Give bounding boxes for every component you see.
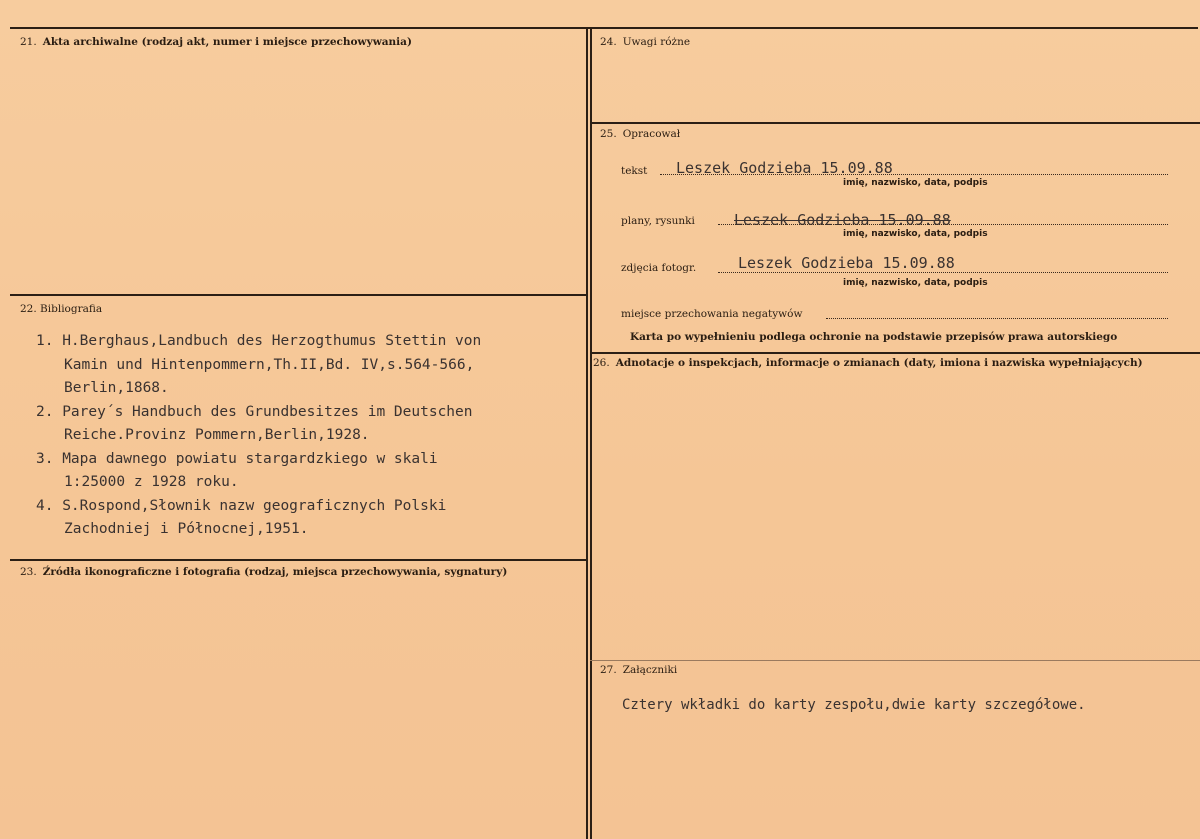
section-24-title: Uwagi różne: [622, 36, 691, 48]
section-21-label: [20, 36, 412, 48]
section-24-number: 24.: [600, 36, 617, 48]
negatywy-label: miejsce przechowania negatywów: [621, 308, 803, 320]
divider-25-26: [590, 352, 1200, 354]
divider-24-25: [590, 122, 1200, 124]
bibliography-item: 2. Parey´s Handbuch des Grundbesitzes im Deutschen: [36, 403, 473, 420]
divider-26-27: [590, 660, 1200, 661]
copyright-notice: Karta po wypełnieniu podlega ochronie na podstawie przepisów prawa autorskiego: [630, 331, 1118, 343]
section-26-label: [593, 357, 1143, 369]
top-border: [10, 27, 1198, 29]
bibliography-item-cont: Zachodniej i Północnej,1951.: [64, 521, 309, 537]
section-25-title: Opracował: [622, 128, 681, 140]
left-column-divider: [586, 27, 588, 839]
section-21-number: 21.: [20, 36, 37, 48]
bibliography-item: 3. Mapa dawnego powiatu stargardzkiego w skali: [36, 450, 438, 467]
bibliography-list: [36, 330, 576, 542]
tekst-caption: imię, nazwisko, data, podpis: [843, 178, 988, 188]
plany-caption: imię, nazwisko, data, podpis: [843, 229, 988, 239]
negatywy-line: [826, 318, 1168, 319]
plany-value: Leszek Godzieba 15.09.88: [734, 211, 951, 229]
section-24-label: [600, 36, 690, 48]
section-27-label: [600, 664, 677, 676]
plany-label: plany, rysunki: [621, 215, 695, 227]
bibliography-item: 1. H.Berghaus,Landbuch des Herzogthumus Stettin von: [36, 333, 482, 349]
zdjecia-value: Leszek Godzieba 15.09.88: [738, 254, 955, 272]
section-21-title: Akta archiwalne (rodzaj akt, numer i miejsce przechowywania): [42, 36, 412, 48]
bibliography-item-cont: 1:25000 z 1928 roku.: [64, 474, 239, 490]
bibliography-item-cont: Kamin und Hintenpommern,Th.II,Bd. IV,s.564-566,: [64, 356, 475, 373]
divider-21-22: [10, 294, 588, 296]
right-column-divider: [590, 27, 592, 839]
section-27-number: 27.: [600, 664, 617, 676]
section-25-label: [600, 128, 680, 140]
section-23-title: Źródła ikonograficzne i fotografia (rodzaj, miejsca przechowywania, sygnatury): [42, 566, 508, 578]
section-27-title: Załączniki: [622, 664, 678, 676]
section-22-label: 22. Bibliografia: [20, 303, 103, 315]
zdjecia-label: zdjęcia fotogr.: [621, 262, 697, 274]
tekst-value: Leszek Godzieba 15.09.88: [676, 159, 893, 177]
divider-22-23: [10, 559, 588, 561]
zdjecia-line: [718, 272, 1168, 273]
tekst-label: tekst: [621, 165, 648, 177]
tekst-line: [660, 174, 1168, 175]
section-26-number: 26.: [593, 357, 610, 369]
bibliography-item: 4. S.Rospond,Słownik nazw geograficznych Polski: [36, 497, 447, 514]
section-27-value: Cztery wkładki do karty zespołu,dwie karty szczegółowe.: [622, 697, 1086, 713]
section-26-title: Adnotacje o inspekcjach, informacje o zmianach (daty, imiona i nazwiska wypełniających): [615, 357, 1143, 369]
zdjecia-caption: imię, nazwisko, data, podpis: [843, 278, 988, 288]
section-25-number: 25.: [600, 128, 617, 140]
bibliography-item-cont: Berlin,1868.: [64, 380, 169, 396]
section-23-label: [20, 566, 507, 578]
plany-line: [718, 224, 1168, 225]
bibliography-item-cont: Reiche.Provinz Pommern,Berlin,1928.: [64, 427, 370, 443]
section-23-number: 23.: [20, 566, 37, 578]
